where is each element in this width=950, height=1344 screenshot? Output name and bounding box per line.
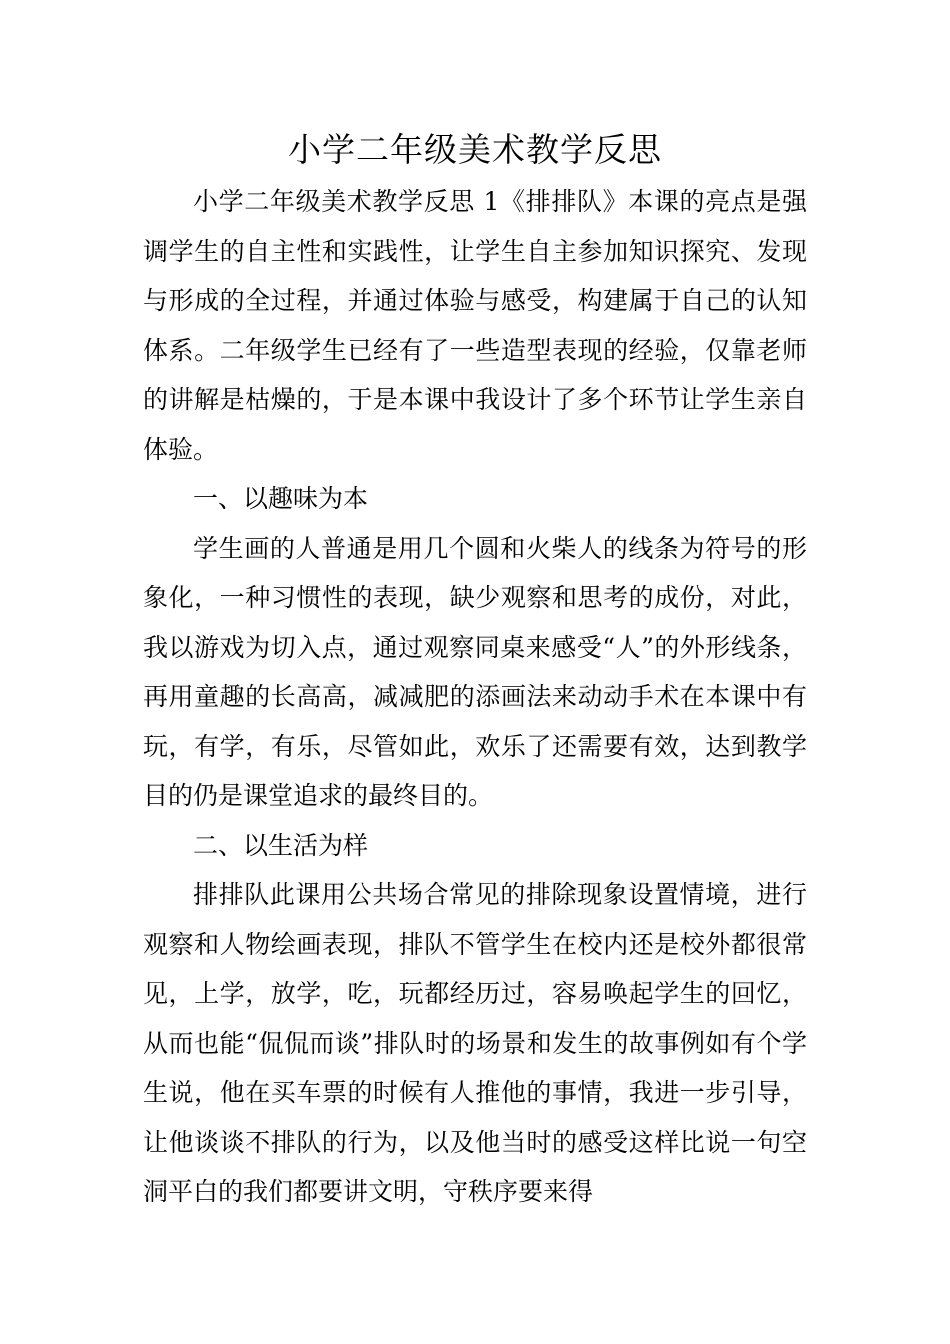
paragraph-intro: 小学二年级美术教学反思 1《排排队》本课的亮点是强调学生的自主性和实践性，让学生自主参加知识探究、发现与形成的全过程，并通过体验与感受，构建属于自己的认知体系。二年级学生已经有了一些造型表现的经验，仅靠老师的讲解是枯燥的，于是本课中我设计了多个环节让学生亲自体验。 (143, 187, 807, 464)
paragraph-section-1: 学生画的人普通是用几个圆和火柴人的线条为符号的形象化，一种习惯性的表现，缺少观察和思考的成份，对此，我以游戏为切入点，通过观察同桌来感受“人”的外形线条，再用童趣的长高高，减减肥的添画法来动动手术在本课中有玩，有学，有乐，尽管如此，欢乐了还需要有效，达到教学目的仍是课堂追求的最终目的。 (143, 533, 807, 810)
section-heading-1: 一、以趣味为本 (193, 484, 369, 513)
section-heading-2: 二、以生活为样 (193, 830, 369, 860)
document-title: 小学二年级美术教学反思 (288, 130, 662, 169)
paragraph-section-2: 排排队此课用公共场合常见的排除现象设置情境，进行观察和人物绘画表现，排队不管学生在校内还是校外都很常见，上学，放学，吃，玩都经历过，容易唤起学生的回忆，从而也能“侃侃而谈”排队时的场景和发生的故事例如有个学生说，他在买车票的时候有人推他的事情，我进一步引导，让他谈谈不排队的行为，以及他当时的感受这样比说一句空洞平白的我们都要讲文明，守秩序要来得 (143, 880, 807, 1206)
document-body (143, 177, 807, 1217)
